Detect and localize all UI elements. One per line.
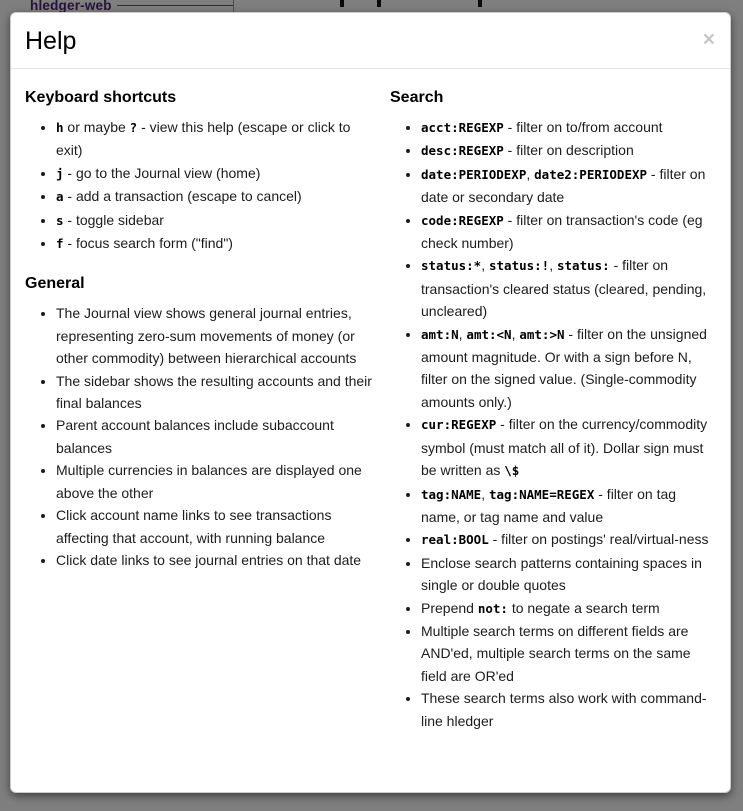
code-term: acct:REGEXP	[421, 120, 504, 135]
list-item: • s - toggle sidebar	[56, 209, 377, 232]
left-column	[25, 69, 377, 742]
list-item: • f - focus search form ("find")	[56, 232, 377, 255]
list-item: • These search terms also work with command-line hledger	[421, 687, 716, 732]
code-term: date2:PERIODEXP	[534, 166, 648, 182]
close-icon[interactable]: ×	[702, 28, 715, 51]
modal-title: Help	[25, 27, 77, 55]
list-item: • acct:REGEXP - filter on to/from account	[421, 116, 716, 139]
section-heading: Search	[390, 89, 444, 106]
code-term: date:PERIODEXP	[421, 166, 527, 182]
list-item: • Click account name links to see transactions affecting that account, with running balance	[56, 504, 377, 549]
help-list	[25, 116, 377, 255]
right-column	[390, 69, 716, 742]
modal-header	[11, 13, 730, 69]
list-item: • tag:NAME, tag:NAME=REGEX - filter on tag name, or tag name and value	[421, 483, 716, 529]
code-term: not:	[477, 600, 508, 616]
list-item: • Multiple search terms on different fields are AND'ed, multiple search terms on the same field are OR'ed	[421, 620, 716, 687]
code-term: amt:<N	[466, 326, 512, 342]
list-item: • desc:REGEXP - filter on description	[421, 139, 716, 162]
code-term: \$	[504, 463, 520, 479]
list-item: • date:PERIODEXP, date2:PERIODEXP - filter on date or secondary date	[421, 163, 716, 209]
code-term: s	[56, 212, 64, 228]
code-term: amt:N	[421, 326, 459, 342]
help-list	[390, 116, 716, 732]
code-term: status:*	[421, 258, 482, 274]
section-heading: Keyboard shortcuts	[25, 89, 177, 106]
list-item: • Enclose search patterns containing spaces in single or double quotes	[421, 552, 716, 597]
code-term: code:REGEXP	[421, 212, 504, 228]
code-term: a	[56, 189, 64, 205]
list-item: • Prepend not: to negate a search term	[421, 597, 716, 620]
list-item: • The Journal view shows general journal entries, representing zero-sum movements of money (or other commodity) between hierarchical accounts	[56, 302, 377, 369]
code-term: real:BOOL	[421, 532, 489, 548]
section-heading: General	[25, 275, 85, 293]
code-term: tag:NAME=REGEX	[489, 486, 595, 502]
code-term: status:	[557, 258, 610, 274]
code-term: f	[56, 236, 64, 252]
list-item: • amt:N, amt:<N, amt:>N - filter on the unsigned amount magnitude. Or with a sign before N, filter on the signed value. (Single-commodity amounts only.)	[421, 323, 716, 414]
code-term: status:!	[489, 258, 550, 274]
code-term: j	[56, 165, 64, 181]
help-list	[25, 302, 377, 571]
list-item: • The sidebar shows the resulting accounts and their final balances	[56, 370, 377, 415]
code-term: cur:REGEXP	[421, 417, 497, 433]
list-item: • real:BOOL - filter on postings' real/virtual-ness	[421, 528, 716, 551]
code-term: h	[56, 120, 64, 135]
list-item: • Parent account balances include subaccount balances	[56, 414, 377, 459]
code-term: desc:REGEXP	[421, 143, 504, 159]
list-item: • a - add a transaction (escape to cancel)	[56, 185, 377, 208]
list-item: • code:REGEXP - filter on transaction's code (eg check number)	[421, 209, 716, 255]
help-modal	[10, 12, 731, 793]
list-item: • cur:REGEXP - filter on the currency/commodity symbol (must match all of it). Dollar sign must be written as \$	[421, 413, 716, 482]
code-term: amt:>N	[519, 326, 565, 342]
list-item: • status:*, status:!, status: - filter on transaction's cleared status (cleared, pending, uncleared)	[421, 254, 716, 322]
list-item: • h or maybe ? - view this help (escape or click to exit)	[56, 116, 377, 162]
modal-body	[11, 69, 730, 757]
code-term: tag:NAME	[421, 486, 482, 502]
list-item: • Click date links to see journal entries on that date	[56, 549, 377, 571]
list-item: • j - go to the Journal view (home)	[56, 162, 377, 185]
code-term: ?	[129, 120, 138, 135]
list-item: • Multiple currencies in balances are displayed one above the other	[56, 459, 377, 504]
